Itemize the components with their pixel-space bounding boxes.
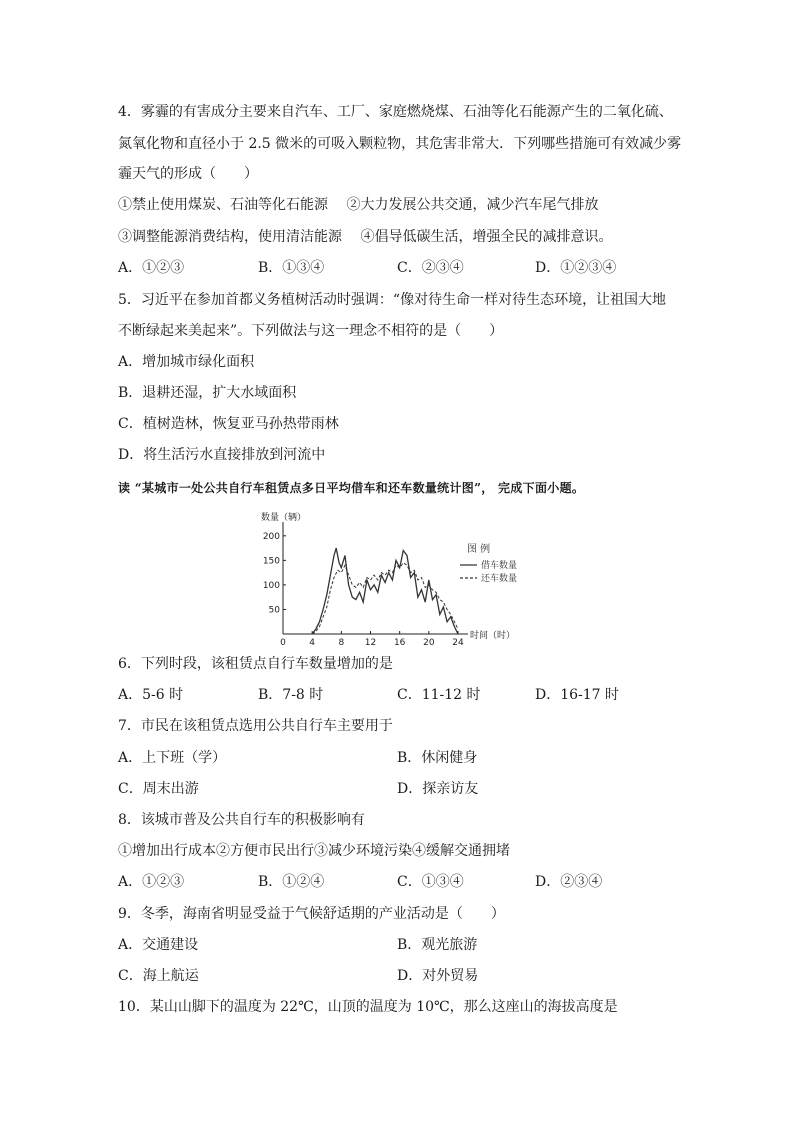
- q4-option-b: B．①③④: [258, 260, 325, 276]
- q6-option-c: C．11-12 时: [397, 687, 481, 703]
- q9-option-c: C．海上航运: [118, 968, 199, 984]
- x-tick-label: 0: [280, 638, 286, 648]
- q4-statement-1-2: ①禁止使用煤炭、石油等化石能源 ②大力发展公共交通，减少汽车尾气排放: [118, 197, 599, 213]
- x-tick-label: 20: [423, 638, 435, 648]
- q6-option-d: D．16-17 时: [535, 687, 620, 703]
- y-tick-label: 100: [262, 580, 280, 591]
- q8-stem: 8．该城市普及公共自行车的积极影响有: [118, 812, 365, 828]
- legend-label-2: 还车数量: [481, 574, 518, 584]
- q4-option-a: A．①②③: [118, 260, 185, 276]
- q9-stem: 9．冬季，海南省明显受益于气候舒适期的产业活动是（ ）: [118, 906, 505, 922]
- y-axis-label: 数量（辆）: [261, 513, 307, 523]
- q8-option-d: D．②③④: [535, 874, 603, 890]
- q8-option-a: A．①②③: [118, 874, 185, 890]
- x-tick-label: 4: [309, 638, 316, 648]
- q9-option-d: D．对外贸易: [397, 968, 479, 984]
- q7-option-a: A．上下班（学）: [118, 750, 227, 766]
- q7-stem: 7．市民在该租赁点选用公共自行车主要用于: [118, 718, 393, 734]
- x-tick-label: 12: [364, 638, 377, 648]
- q4-line-2: 氮氧化物和直径小于 2.5 微米的可吸入颗粒物，其危害非常大．下列哪些措施可有效减少雾: [118, 136, 682, 152]
- x-axis-label: 时间（时）: [470, 631, 516, 641]
- y-tick-label: 50: [268, 605, 280, 616]
- q5-line-1: 5．习近平在参加首都义务植树活动时强调：“像对待生命一样对待生态环境，让祖国大地: [118, 292, 667, 308]
- q6-option-b: B．7-8 时: [258, 687, 324, 703]
- reading-intro: 读 “某城市一处公共自行车租赁点多日平均借车和还车数量统计图”， 完成下面小题。: [118, 481, 585, 495]
- q8-items: ①增加出行成本②方便市民出行③减少环境污染④缓解交通拥堵: [118, 843, 510, 859]
- bike-rental-chart: [255, 508, 545, 648]
- legend-title: 图 例: [467, 544, 491, 555]
- q5-line-2: 不断绿起来美起来”。下列做法与这一理念不相符的是（ ）: [118, 323, 504, 339]
- x-tick-label: 16: [393, 638, 406, 648]
- q9-option-b: B．观光旅游: [397, 937, 478, 953]
- q6-option-a: A．5-6 时: [118, 687, 184, 703]
- q4-line-1: 4．雾霾的有害成分主要来自汽车、工厂、家庭燃烧煤、石油等化石能源产生的二氧化硫、: [118, 104, 673, 120]
- x-tick-label: 24: [452, 638, 464, 648]
- series-line-2: [312, 563, 458, 634]
- q5-option-a: A．增加城市绿化面积: [118, 354, 255, 370]
- x-tick-label: 8: [338, 638, 345, 648]
- series-line-1: [312, 548, 458, 634]
- chart-axes: [283, 522, 468, 634]
- q8-option-b: B．①②④: [258, 874, 325, 890]
- q7-option-c: C．周末出游: [118, 781, 199, 797]
- q4-option-c: C．②③④: [397, 260, 464, 276]
- q4-option-d: D．①②③④: [535, 260, 617, 276]
- q4-line-3: 霾天气的形成（ ）: [118, 166, 258, 182]
- q6-stem: 6．下列时段，该租赁点自行车数量增加的是: [118, 656, 393, 672]
- q7-option-d: D．探亲访友: [397, 781, 479, 797]
- y-tick-label: 200: [262, 531, 280, 542]
- q10-stem: 10．某山山脚下的温度为 22℃，山顶的温度为 10℃，那么这座山的海拔高度是: [118, 999, 618, 1015]
- q7-option-b: B．休闲健身: [397, 750, 478, 766]
- y-tick-label: 150: [262, 556, 280, 567]
- chart-labels: [261, 511, 518, 648]
- q4-statement-3-4: ③调整能源消费结构，使用清洁能源 ④倡导低碳生活，增强全民的减排意识。: [118, 229, 613, 245]
- q8-option-c: C．①③④: [397, 874, 464, 890]
- legend-label-1: 借车数量: [481, 561, 518, 571]
- q5-option-c: C．植树造林，恢复亚马孙热带雨林: [118, 416, 339, 432]
- chart-legend: [460, 542, 517, 584]
- chart-series: [312, 548, 458, 634]
- q5-option-b: B．退耕还湿，扩大水域面积: [118, 385, 297, 401]
- q9-option-a: A．交通建设: [118, 937, 199, 953]
- q5-option-d: D．将生活污水直接排放到河流中: [118, 447, 326, 463]
